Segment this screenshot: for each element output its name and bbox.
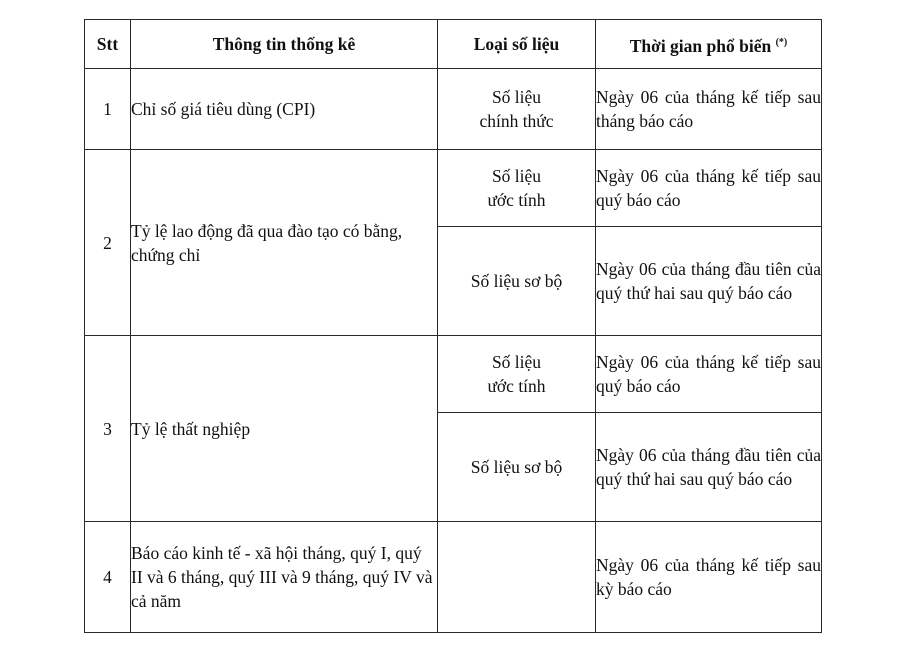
row-release-time: Ngày 06 của tháng đầu tiên của quý thứ hai sau quý báo cáo [596, 227, 822, 336]
table-header-row [85, 20, 822, 69]
table-row [85, 150, 822, 227]
row-info: Tỷ lệ lao động đã qua đào tạo có bằng, chứng chỉ [131, 150, 438, 336]
row-data-type [438, 336, 596, 413]
row-release-time: Ngày 06 của tháng kế tiếp sau quý báo cáo [596, 150, 822, 227]
data-type-text: Số liệu chính thức [479, 87, 554, 131]
header-stt: Stt [85, 20, 131, 69]
data-type-text: Số liệu ước tính [487, 352, 546, 396]
row-stt: 2 [85, 150, 131, 336]
header-info: Thông tin thống kê [131, 20, 438, 69]
row-stt: 4 [85, 522, 131, 633]
row-stt: 3 [85, 336, 131, 522]
row-data-type [438, 522, 596, 633]
row-stt: 1 [85, 69, 131, 150]
table-row [85, 69, 822, 150]
row-data-type [438, 413, 596, 522]
data-type-text: Số liệu sơ bộ [470, 271, 563, 291]
data-type-text: Số liệu ước tính [487, 166, 546, 210]
row-info: Chỉ số giá tiêu dùng (CPI) [131, 69, 438, 150]
header-time-label: Thời gian phổ biến [629, 35, 772, 56]
row-info: Tỷ lệ thất nghiệp [131, 336, 438, 522]
header-type: Loại số liệu [438, 20, 596, 69]
row-release-time: Ngày 06 của tháng kế tiếp sau tháng báo cáo [596, 69, 822, 150]
row-release-time: Ngày 06 của tháng đầu tiên của quý thứ hai sau quý báo cáo [596, 413, 822, 522]
row-data-type [438, 150, 596, 227]
header-time [596, 20, 822, 69]
table-row [85, 522, 822, 633]
row-release-time: Ngày 06 của tháng kế tiếp sau quý báo cáo [596, 336, 822, 413]
row-data-type [438, 227, 596, 336]
statistics-release-table [84, 19, 822, 633]
table-row [85, 336, 822, 413]
header-time-footnote-mark: (*) [775, 36, 788, 48]
row-release-time: Ngày 06 của tháng kế tiếp sau kỳ báo cáo [596, 522, 822, 633]
row-info: Báo cáo kinh tế - xã hội tháng, quý I, quý II và 6 tháng, quý III và 9 tháng, quý IV và cả năm [131, 522, 438, 633]
data-type-text: Số liệu sơ bộ [470, 457, 563, 477]
row-data-type [438, 69, 596, 150]
